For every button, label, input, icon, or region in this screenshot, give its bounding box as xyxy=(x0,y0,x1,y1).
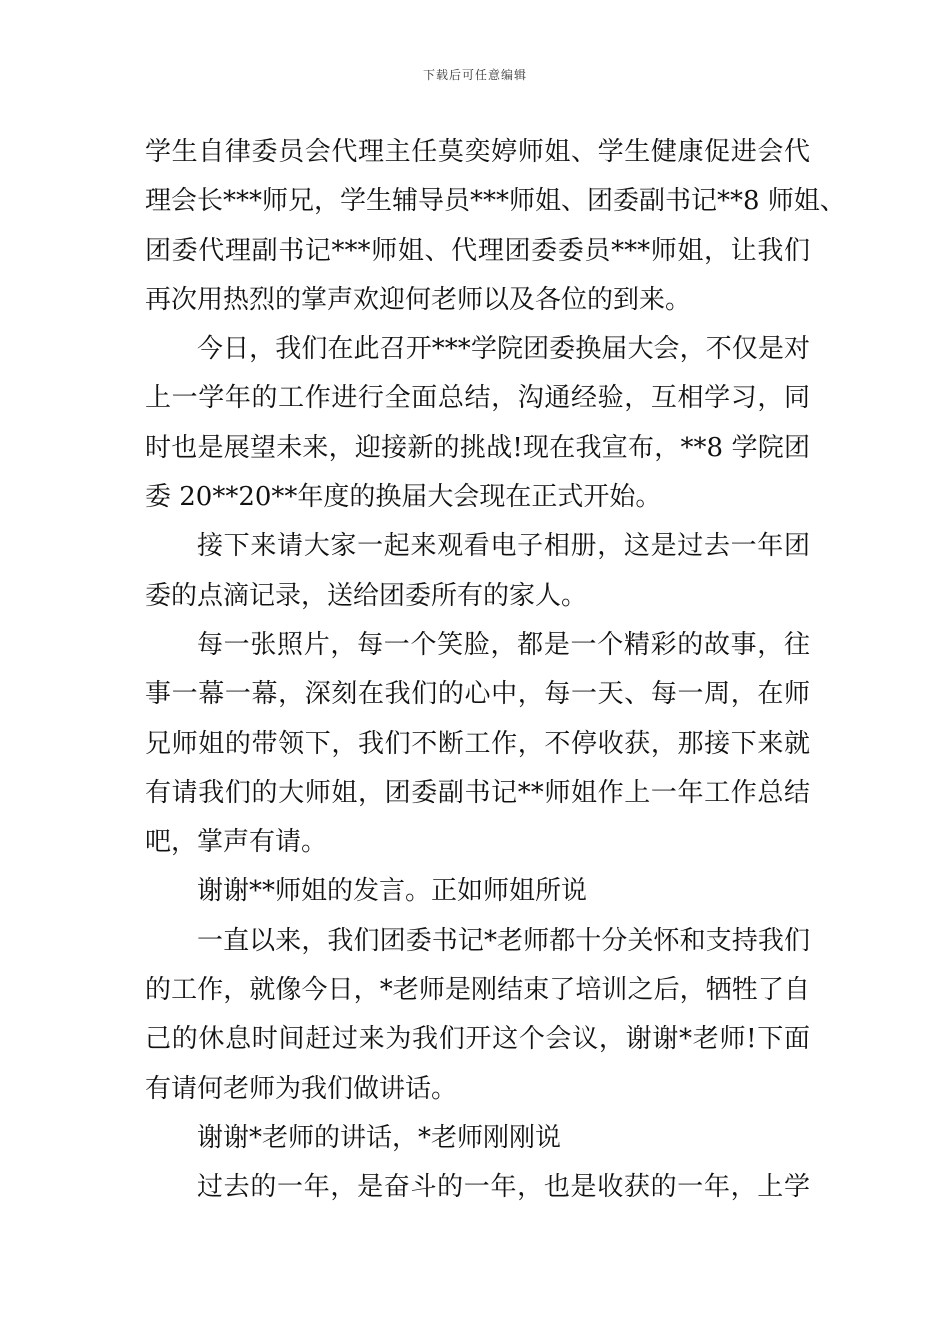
paragraph-first-line: 接下来请大家一起来观看电子相册，这是过去一年团 xyxy=(197,531,810,562)
document-body xyxy=(145,128,846,1213)
text-line: 委的点滴记录，送给团委所有的家人。 xyxy=(145,580,588,611)
paragraph-first-line: 每一张照片，每一个笑脸，都是一个精彩的故事，往 xyxy=(197,629,810,660)
paragraph-first-line: 谢谢**师姐的发言。正如师姐所说 xyxy=(197,876,588,907)
text-line: 有请我们的大师姐，团委副书记**师姐作上一年工作总结 xyxy=(145,777,810,808)
text-line: 己的休息时间赶过来为我们开这个会议，谢谢*老师!下面 xyxy=(145,1024,810,1055)
text-line: 理会长***师兄，学生辅导员***师姐、团委副书记**8 师姐、 xyxy=(145,186,846,217)
text-line: 时也是展望未来，迎接新的挑战!现在我宣布，**8 学院团 xyxy=(145,432,810,463)
text-line: 兄师姐的带领下，我们不断工作，不停收获，那接下来就 xyxy=(145,728,810,759)
text-line: 事一幕一幕，深刻在我们的心中，每一天、每一周，在师 xyxy=(145,679,810,710)
text-line: 再次用热烈的掌声欢迎何老师以及各位的到来。 xyxy=(145,284,692,315)
text-line: 委 20**20**年度的换届大会现在正式开始。 xyxy=(145,482,662,513)
page-header-note: 下载后可任意编辑 xyxy=(422,68,527,82)
text-line: 学生自律委员会代理主任莫奕婷师姐、学生健康促进会代 xyxy=(145,137,810,167)
paragraph-first-line: 一直以来，我们团委书记*老师都十分关怀和支持我们 xyxy=(197,925,810,956)
text-line: 团委代理副书记***师姐、代理团委委员***师姐，让我们 xyxy=(145,235,810,266)
text-line: 上一学年的工作进行全面总结，沟通经验，互相学习，同 xyxy=(145,383,810,414)
paragraph-first-line: 今日，我们在此召开***学院团委换届大会，不仅是对 xyxy=(197,334,810,365)
text-line: 吧，掌声有请。 xyxy=(145,827,328,858)
paragraph-first-line: 谢谢*老师的讲话，*老师刚刚说 xyxy=(197,1122,562,1153)
text-line: 的工作，就像今日，*老师是刚结束了培训之后，牺牲了自 xyxy=(145,975,810,1006)
text-line: 有请何老师为我们做讲话。 xyxy=(145,1073,458,1104)
paragraph-first-line: 过去的一年，是奋斗的一年，也是收获的一年，上学 xyxy=(197,1172,810,1203)
